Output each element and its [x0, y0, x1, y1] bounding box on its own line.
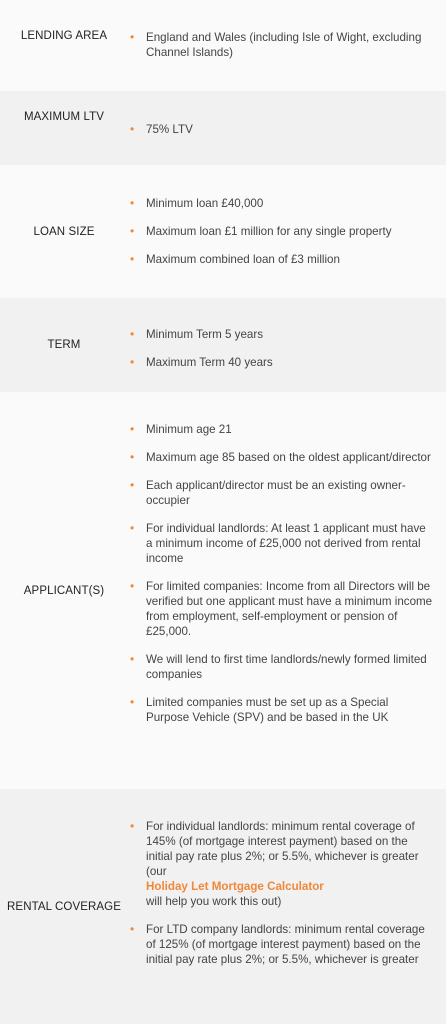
bullet-icon: • [130, 819, 135, 833]
bullet-icon: • [130, 196, 135, 210]
bullet-icon: • [130, 652, 135, 666]
list-item: • For limited companies: Income from all Directors will be verified but one applicant must have a minimum income from employment, self-employment or pension of £25,000. [130, 579, 433, 638]
list-item: • For individual landlords: At least 1 applicant must have a minimum income of £25,000 not derived from rental income [130, 521, 426, 565]
row-label: TERM [47, 339, 81, 351]
bullet-icon: • [130, 521, 135, 535]
row-label: LOAN SIZE [33, 225, 95, 238]
bullet-icon: • [130, 922, 135, 936]
row-content [128, 392, 446, 789]
list-item: • For LTD company landlords: minimum rental coverage of 125% (of mortgage interest payment) based on the initial pay rate plus 2%; or 5.5%, whichever is greater [130, 922, 425, 966]
bullet-icon: • [130, 695, 135, 709]
row-content [128, 298, 446, 392]
row-applicants [0, 392, 446, 789]
bullet-icon: • [130, 252, 135, 266]
row-maximum-ltv [0, 91, 446, 165]
row-content [128, 0, 446, 91]
row-loan-size [0, 165, 446, 298]
row-content [128, 789, 446, 1024]
row-label: MAXIMUM LTV [23, 111, 105, 123]
row-rental-coverage [0, 789, 446, 1024]
list-item: • For individual landlords: minimum rental coverage of 145% (of mortgage interest payment) based on the initial pay rate plus 2%; or 5.5%, whichever is greater (our Holiday Let Mortgage Calculator will help you work this out) [130, 819, 419, 908]
bullet-icon: • [130, 122, 135, 136]
list-item: • Minimum loan £40,000 [130, 196, 264, 210]
row-term [0, 298, 446, 392]
bullet-icon: • [130, 355, 135, 369]
list-item: • Minimum Term 5 years [130, 327, 264, 341]
list-item: • England and Wales (including Isle of Wight, excluding Channel Islands) [130, 30, 422, 59]
row-label: APPLICANT(S) [23, 584, 105, 597]
row-content [128, 91, 446, 165]
list-item: • Maximum combined loan of £3 million [130, 252, 340, 266]
list-item: • Maximum age 85 based on the oldest applicant/director [130, 450, 431, 464]
list-item: • Each applicant/director must be an existing owner-occupier [130, 478, 406, 507]
bullet-icon: • [130, 30, 135, 44]
bullet-icon: • [130, 478, 135, 492]
list-item: • 75% LTV [130, 122, 193, 136]
list-item: • Minimum age 21 [130, 422, 232, 436]
list-item: • Maximum Term 40 years [130, 355, 273, 369]
row-lending-area [0, 0, 446, 91]
bullet-icon: • [130, 450, 135, 464]
list-item: • We will lend to first time landlords/newly formed limited companies [130, 652, 427, 681]
list-item: • Limited companies must be set up as a Special Purpose Vehicle (SPV) and be based in the UK [130, 695, 389, 724]
bullet-icon: • [130, 422, 135, 436]
row-label: RENTAL COVERAGE [7, 900, 121, 913]
bullet-icon: • [130, 224, 135, 238]
bullet-icon: • [130, 327, 135, 341]
holiday-let-calculator-link[interactable]: Holiday Let Mortgage Calculator [146, 880, 324, 893]
row-content [128, 165, 446, 298]
list-item: • Maximum loan £1 million for any single property [130, 224, 392, 238]
bullet-icon: • [130, 579, 135, 593]
row-label: LENDING AREA [20, 30, 108, 42]
